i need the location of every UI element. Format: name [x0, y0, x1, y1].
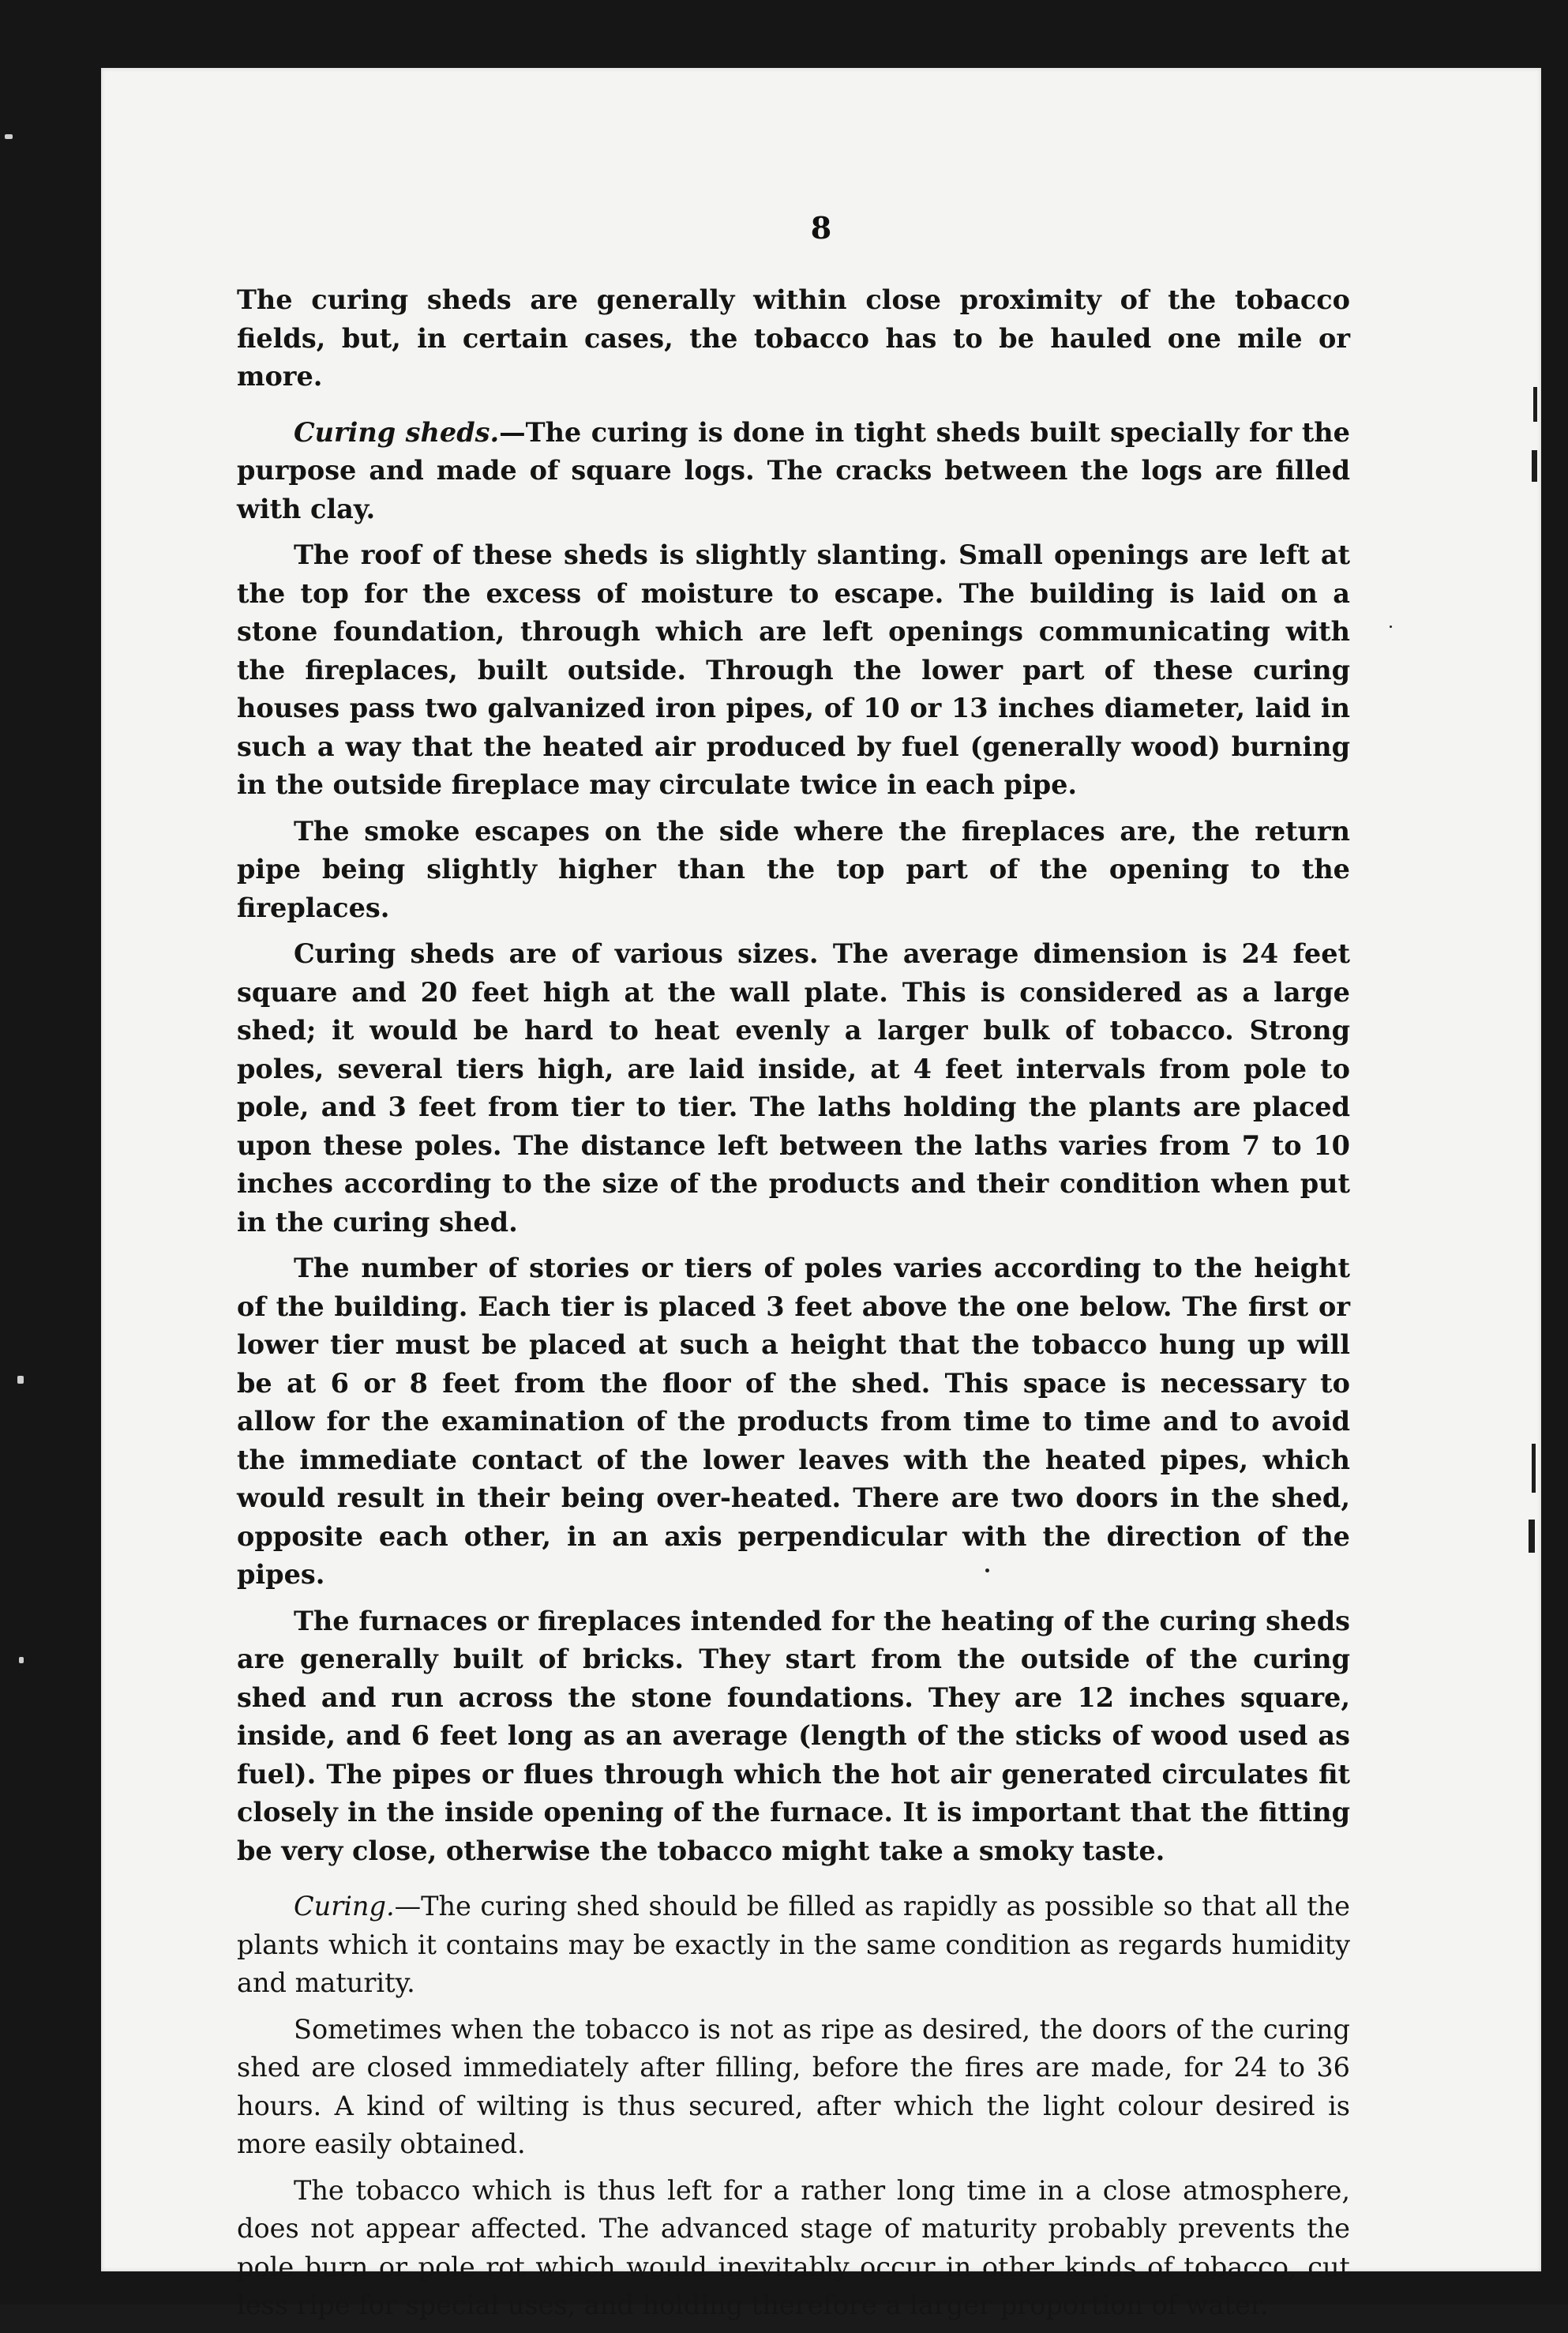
paragraph	[237, 813, 1350, 928]
margin-mark	[1533, 387, 1537, 422]
margin-mark	[1532, 1444, 1536, 1493]
paragraph	[237, 935, 1350, 1242]
paragraph-text: The roof of these sheds is slightly slanting. Small openings are left at the top for the excess of moisture to escape. The building is laid on a stone foundation, through which are left openings communicating with the fireplaces, built outside. Through the lower part of these curing houses pass two galvanized iron pipes, of 10 or 13 inches diameter, laid in such a way that the heated air produced by fuel (generally wood) burning in the outside fireplace may circulate twice in each pipe.	[237, 539, 1350, 800]
paragraph	[237, 281, 1350, 396]
paragraph	[237, 414, 1350, 529]
margin-mark	[1529, 1520, 1535, 1553]
paragraph-text: Sometimes when the tobacco is not as ripe as desired, the doors of the curing shed are closed immediately after filling, before the fires are made, for 24 to 36 hours. A kind of wilting is thus secured, after which the light colour desired is more easily obtained.	[237, 2013, 1350, 2159]
paragraph	[237, 2172, 1350, 2325]
paragraph-text: The tobacco which is thus left for a rather long time in a close atmosphere, does not appear affected. The advanced stage of maturity probably prevents the pole burn or pole rot which would inevitably occur in other kinds of tobacco, cut less ripe for special uses, and holding therefore a larger proportion of water.	[237, 2174, 1350, 2320]
paragraph-text: The number of stories or tiers of poles varies according to the height of the building. Each tier is placed 3 feet above the one below. The first or lower tier must be placed at such a height that the tobacco hung up will be at 6 or 8 feet from the floor of the shed. This space is necessary to allow for the examination of the products from time to time and to avoid the immediate contact of the lower leaves with the heated pipes, which would result in their being over-heated. There are two doors in the shed, opposite each other, in an axis perpendicular with the direction of the pipes.	[237, 1253, 1350, 1590]
paragraph-text: —The curing shed should be filled as rapidly as possible so that all the plants which it contains may be exactly in the same condition as regards humidity and maturity.	[237, 1891, 1350, 1998]
paragraph	[237, 1249, 1350, 1595]
scan-artifact	[17, 1376, 24, 1384]
scan-artifact	[5, 134, 13, 139]
ink-speck	[985, 1568, 989, 1572]
paragraph-text: The smoke escapes on the side where the fireplaces are, the return pipe being slightly higher than the top part of the opening to the fireplaces.	[237, 815, 1350, 923]
paragraph-heading: Curing sheds.	[294, 416, 500, 448]
paragraph-text: Curing sheds are of various sizes. The average dimension is 24 feet square and 20 feet high at the wall plate. This is considered as a large shed; it would be hard to heat evenly a larger bulk of tobacco. Strong poles, several tiers high, are laid inside, at 4 feet intervals from pole to pole, and 3 feet from tier to tier. The laths holding the plants are placed upon these poles. The distance left between the laths varies from 7 to 10 inches according to the size of the products and their condition when put in the curing shed.	[237, 938, 1350, 1238]
margin-mark	[1532, 450, 1537, 482]
document-page	[101, 68, 1541, 2320]
paragraph-text: —The curing is done in tight sheds built specially for the purpose and made of square logs. The cracks between the logs are filled with clay.	[237, 416, 1350, 524]
scan-artifact	[19, 1657, 24, 1663]
paragraph-text: The curing sheds are generally within close proximity of the tobacco fields, but, in certain cases, the tobacco has to be hauled one mile or more.	[237, 284, 1350, 392]
paragraph-text: The furnaces or fireplaces intended for the heating of the curing sheds are generally built of bricks. They start from the outside of the curing shed and run across the stone foundations. They are 12 inches square, inside, and 6 feet long as an average (length of the sticks of wood used as fuel). The pipes or flues through which the hot air generated circulates fit closely in the inside opening of the furnace. It is important that the fitting be very close, otherwise the tobacco might take a smoky taste.	[237, 1605, 1350, 1866]
paragraph	[237, 536, 1350, 805]
body-text	[237, 281, 1350, 2333]
paragraph	[237, 1888, 1350, 2003]
ink-speck	[1390, 626, 1392, 628]
paragraph	[237, 1602, 1350, 1871]
paragraph-heading: Curing.	[294, 1891, 395, 1922]
paragraph	[237, 2011, 1350, 2164]
page-number: 8	[810, 210, 832, 246]
